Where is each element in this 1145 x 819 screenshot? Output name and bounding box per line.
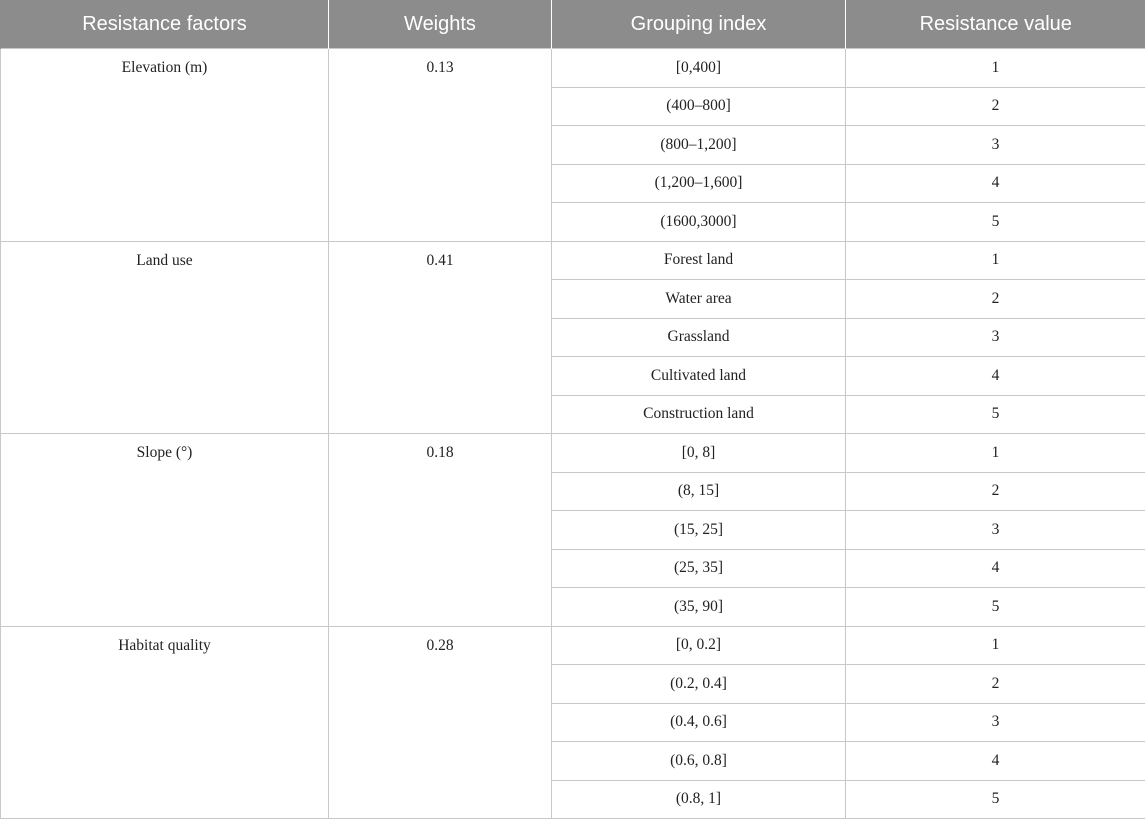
weight-cell: 0.28	[329, 626, 552, 819]
table-body	[1, 49, 1145, 819]
grouping-index-cell: [0,400]	[552, 49, 846, 88]
table-header	[1, 0, 1145, 49]
header-resistance-factors: Resistance factors	[1, 0, 329, 49]
resistance-value-cell: 3	[846, 126, 1145, 165]
grouping-index-cell: (1,200–1,600]	[552, 164, 846, 203]
grouping-index-cell: (0.2, 0.4]	[552, 665, 846, 704]
table-row	[1, 434, 1145, 473]
grouping-index-cell: (0.4, 0.6]	[552, 703, 846, 742]
resistance-value-cell: 4	[846, 742, 1145, 781]
weight-cell: 0.41	[329, 241, 552, 434]
resistance-value-cell: 3	[846, 703, 1145, 742]
resistance-value-cell: 4	[846, 164, 1145, 203]
grouping-index-cell: (8, 15]	[552, 472, 846, 511]
grouping-index-cell: Grassland	[552, 318, 846, 357]
grouping-index-cell: Cultivated land	[552, 357, 846, 396]
grouping-index-cell: (25, 35]	[552, 549, 846, 588]
grouping-index-cell: (35, 90]	[552, 588, 846, 627]
resistance-value-cell: 2	[846, 87, 1145, 126]
factor-cell: Land use	[1, 241, 329, 434]
header-weights: Weights	[329, 0, 552, 49]
table-row	[1, 49, 1145, 88]
factor-cell: Elevation (m)	[1, 49, 329, 242]
resistance-value-cell: 4	[846, 549, 1145, 588]
resistance-value-cell: 2	[846, 665, 1145, 704]
resistance-value-cell: 4	[846, 357, 1145, 396]
table-row	[1, 626, 1145, 665]
table-row	[1, 241, 1145, 280]
grouping-index-cell: [0, 0.2]	[552, 626, 846, 665]
weight-cell: 0.13	[329, 49, 552, 242]
factor-cell: Habitat quality	[1, 626, 329, 819]
grouping-index-cell: (800–1,200]	[552, 126, 846, 165]
resistance-value-cell: 1	[846, 49, 1145, 88]
resistance-value-cell: 5	[846, 588, 1145, 627]
header-resistance-value: Resistance value	[846, 0, 1145, 49]
grouping-index-cell: [0, 8]	[552, 434, 846, 473]
grouping-index-cell: Water area	[552, 280, 846, 319]
weight-cell: 0.18	[329, 434, 552, 627]
grouping-index-cell: (15, 25]	[552, 511, 846, 550]
grouping-index-cell: (400–800]	[552, 87, 846, 126]
resistance-value-cell: 3	[846, 318, 1145, 357]
header-grouping-index: Grouping index	[552, 0, 846, 49]
resistance-value-cell: 5	[846, 395, 1145, 434]
resistance-value-cell: 1	[846, 241, 1145, 280]
grouping-index-cell: Construction land	[552, 395, 846, 434]
header-row	[1, 0, 1145, 49]
resistance-value-cell: 2	[846, 472, 1145, 511]
resistance-value-cell: 1	[846, 626, 1145, 665]
resistance-value-cell: 5	[846, 780, 1145, 819]
factor-cell: Slope (°)	[1, 434, 329, 627]
resistance-value-cell: 5	[846, 203, 1145, 242]
resistance-value-cell: 2	[846, 280, 1145, 319]
grouping-index-cell: (1600,3000]	[552, 203, 846, 242]
grouping-index-cell: Forest land	[552, 241, 846, 280]
resistance-value-cell: 1	[846, 434, 1145, 473]
grouping-index-cell: (0.8, 1]	[552, 780, 846, 819]
grouping-index-cell: (0.6, 0.8]	[552, 742, 846, 781]
resistance-value-cell: 3	[846, 511, 1145, 550]
